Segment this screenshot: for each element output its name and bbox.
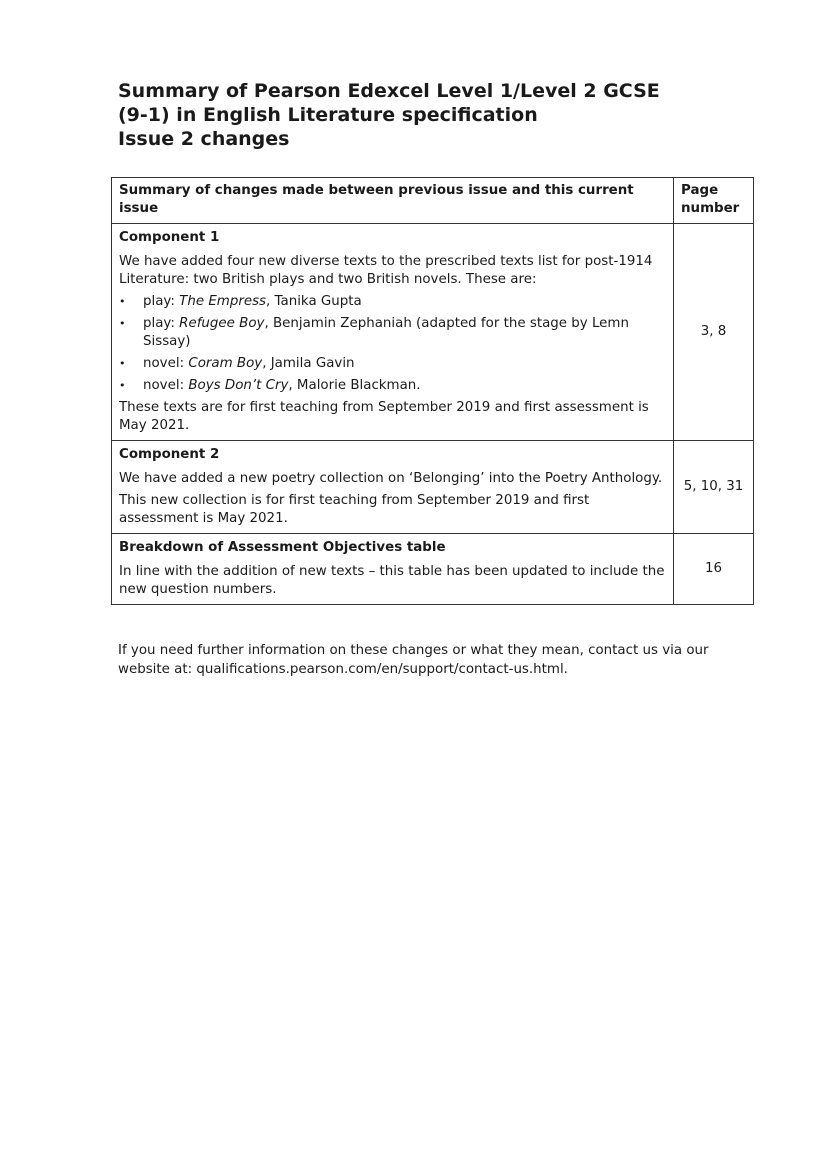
component-1-cell — [112, 224, 674, 441]
component-1-heading: Component 1 — [119, 230, 220, 245]
changes-table — [111, 177, 754, 605]
component-2-heading: Component 2 — [119, 447, 220, 462]
text-author: , Benjamin Zephaniah (adapted for the stage by Lemn Sissay) — [143, 316, 629, 349]
text-type: play: — [143, 294, 180, 309]
summary-column-header: Summary of changes made between previous issue and this current issue — [112, 178, 674, 224]
assessment-objectives-para: In line with the addition of new texts – this table has been updated to include the new question numbers. — [119, 564, 665, 597]
component-1-intro: We have added four new diverse texts to the prescribed texts list for post-1914 Literature: two British plays and two British novels. These are: — [119, 254, 653, 287]
text-author: , Malorie Blackman. — [288, 378, 421, 393]
list-item — [119, 377, 666, 395]
text-title: Coram Boy — [188, 356, 263, 371]
list-item — [119, 315, 666, 351]
component-1-closing: These texts are for first teaching from September 2019 and first assessment is May 2021. — [119, 400, 649, 433]
text-author: , Tanika Gupta — [266, 294, 362, 309]
contact-note: If you need further information on these changes or what they mean, contact us via our website at: qualifications.pearson.com/en/support/contact-us.html. — [118, 643, 709, 677]
text-title: Refugee Boy — [179, 316, 265, 331]
text-type: play: — [143, 316, 180, 331]
list-item — [119, 355, 666, 373]
prescribed-texts-list — [119, 293, 666, 395]
text-title: The Empress — [179, 294, 267, 309]
table-row — [112, 534, 754, 605]
component-2-para-2: This new collection is for first teaching from September 2019 and first assessment is May 2021. — [119, 493, 590, 526]
table-row — [112, 224, 754, 441]
title-line-1: Summary of Pearson Edexcel Level 1/Level 2 GCSE — [118, 80, 660, 102]
assessment-objectives-pages: 16 — [674, 534, 754, 605]
title-line-2: (9-1) in English Literature specification — [118, 104, 538, 126]
list-item — [119, 293, 666, 311]
title-line-3: Issue 2 changes — [118, 128, 290, 150]
text-author: , Jamila Gavin — [262, 356, 355, 371]
page-number-column-header: Page number — [674, 178, 754, 224]
component-2-pages: 5, 10, 31 — [674, 441, 754, 534]
component-2-cell — [112, 441, 674, 534]
document-title — [118, 79, 738, 151]
assessment-objectives-heading: Breakdown of Assessment Objectives table — [119, 540, 446, 555]
text-title: Boys Don’t Cry — [188, 378, 289, 393]
component-2-para-1: We have added a new poetry collection on ‘Belonging’ into the Poetry Anthology. — [119, 471, 663, 486]
text-type: novel: — [143, 356, 189, 371]
component-1-pages: 3, 8 — [674, 224, 754, 441]
table-row — [112, 441, 754, 534]
text-type: novel: — [143, 378, 189, 393]
table-header-row — [112, 178, 754, 224]
assessment-objectives-cell — [112, 534, 674, 605]
